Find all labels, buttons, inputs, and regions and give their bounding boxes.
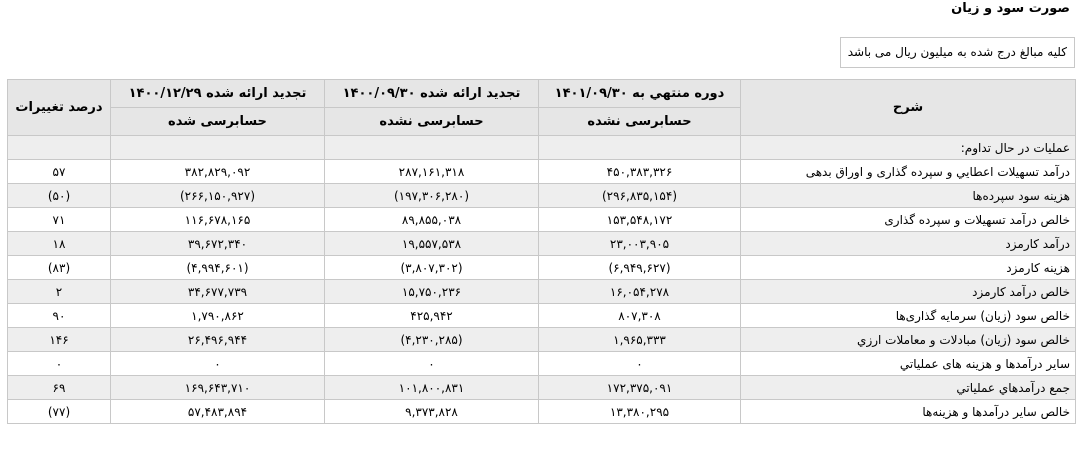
empty-cell <box>539 136 741 160</box>
change-percent: (۷۷) <box>8 400 111 424</box>
row-description: سایر درآمدها و هزینه های عملیاتي <box>741 352 1076 376</box>
value-1400-12-29: ۳۹,۶۷۲,۳۴۰ <box>111 232 325 256</box>
value-1400-09-30: ۱۹,۵۵۷,۵۳۸ <box>325 232 539 256</box>
value-1400-12-29: ۳۴,۶۷۷,۷۳۹ <box>111 280 325 304</box>
row-description: جمع درآمدهاي عملیاتي <box>741 376 1076 400</box>
value-1400-12-29: ۳۸۲,۸۲۹,۰۹۲ <box>111 160 325 184</box>
section-label: عملیات در حال تداوم: <box>741 136 1076 160</box>
value-1400-12-29: ۵۷,۴۸۳,۸۹۴ <box>111 400 325 424</box>
table-row <box>8 400 1076 424</box>
value-1400-12-29: ۰ <box>111 352 325 376</box>
value-1400-09-30: (۱۹۷,۳۰۶,۲۸۰) <box>325 184 539 208</box>
row-description: خالص سود (زیان) مبادلات و معاملات ارزي <box>741 328 1076 352</box>
value-1400-09-30: (۴,۲۳۰,۲۸۵) <box>325 328 539 352</box>
change-percent: (۵۰) <box>8 184 111 208</box>
change-percent: ۰ <box>8 352 111 376</box>
value-1401-09-30: ۴۵۰,۳۸۳,۳۲۶ <box>539 160 741 184</box>
table-row <box>8 232 1076 256</box>
change-percent: ۶۹ <box>8 376 111 400</box>
table-row <box>8 208 1076 232</box>
value-1401-09-30: ۱۵۳,۵۴۸,۱۷۲ <box>539 208 741 232</box>
value-1400-12-29: ۱,۷۹۰,۸۶۲ <box>111 304 325 328</box>
change-percent: ۲ <box>8 280 111 304</box>
value-1401-09-30: (۶,۹۴۹,۶۲۷) <box>539 256 741 280</box>
change-percent: ۵۷ <box>8 160 111 184</box>
value-1400-09-30: ۲۸۷,۱۶۱,۳۱۸ <box>325 160 539 184</box>
header-audit-status-3: حسابرسی شده <box>111 108 325 136</box>
header-row-periods <box>8 80 1076 108</box>
table-row <box>8 256 1076 280</box>
value-1400-09-30: ۱۵,۷۵۰,۲۳۶ <box>325 280 539 304</box>
value-1400-12-29: (۲۶۶,۱۵۰,۹۲۷) <box>111 184 325 208</box>
value-1401-09-30: ۱,۹۶۵,۳۳۳ <box>539 328 741 352</box>
value-1400-09-30: ۰ <box>325 352 539 376</box>
header-period-1401-09-30: دوره منتهي به ۱۴۰۱/۰۹/۳۰ <box>539 80 741 108</box>
value-1400-12-29: (۴,۹۹۴,۶۰۱) <box>111 256 325 280</box>
value-1401-09-30: ۱۳,۳۸۰,۲۹۵ <box>539 400 741 424</box>
value-1400-12-29: ۲۶,۴۹۶,۹۴۴ <box>111 328 325 352</box>
change-percent: ۹۰ <box>8 304 111 328</box>
value-1400-12-29: ۱۱۶,۶۷۸,۱۶۵ <box>111 208 325 232</box>
change-percent: ۷۱ <box>8 208 111 232</box>
empty-cell <box>8 136 111 160</box>
change-percent: (۸۳) <box>8 256 111 280</box>
row-description: خالص درآمد تسهیلات و سپرده گذاری <box>741 208 1076 232</box>
row-description: درآمد کارمزد <box>741 232 1076 256</box>
value-1401-09-30: ۸۰۷,۳۰۸ <box>539 304 741 328</box>
table-row <box>8 304 1076 328</box>
section-row-continuing-operations <box>8 136 1076 160</box>
page-title: صورت سود و زیان <box>951 1 1070 16</box>
value-1401-09-30: (۲۹۶,۸۳۵,۱۵۴) <box>539 184 741 208</box>
value-1401-09-30: ۲۳,۰۰۳,۹۰۵ <box>539 232 741 256</box>
row-description: خالص درآمد کارمزد <box>741 280 1076 304</box>
value-1401-09-30: ۱۶,۰۵۴,۲۷۸ <box>539 280 741 304</box>
row-description: درآمد تسهیلات اعطایي و سپرده گذاری و اوراق بدهی <box>741 160 1076 184</box>
value-1400-09-30: ۸۹,۸۵۵,۰۳۸ <box>325 208 539 232</box>
table-row <box>8 328 1076 352</box>
value-1400-09-30: ۱۰۱,۸۰۰,۸۳۱ <box>325 376 539 400</box>
empty-cell <box>111 136 325 160</box>
value-1401-09-30: ۱۷۲,۳۷۵,۰۹۱ <box>539 376 741 400</box>
income-statement-table <box>7 79 1076 424</box>
table-row <box>8 280 1076 304</box>
value-1400-09-30: (۳,۸۰۷,۳۰۲) <box>325 256 539 280</box>
row-description: هزینه کارمزد <box>741 256 1076 280</box>
table-row <box>8 160 1076 184</box>
change-percent: ۱۴۶ <box>8 328 111 352</box>
change-percent: ۱۸ <box>8 232 111 256</box>
header-audit-status-1: حسابرسی نشده <box>539 108 741 136</box>
value-1400-09-30: ۴۲۵,۹۴۲ <box>325 304 539 328</box>
header-audit-status-2: حسابرسی نشده <box>325 108 539 136</box>
amount-unit-note: کلیه مبالغ درج شده به میلیون ریال می باشد <box>840 37 1075 68</box>
empty-cell <box>325 136 539 160</box>
row-description: هزینه سود سپرده‌ها <box>741 184 1076 208</box>
header-description: شرح <box>741 80 1076 136</box>
table-row <box>8 376 1076 400</box>
table-row <box>8 352 1076 376</box>
row-description: خالص سایر درآمدها و هزینه‌ها <box>741 400 1076 424</box>
value-1401-09-30: ۰ <box>539 352 741 376</box>
header-change-percent: درصد تغییرات <box>8 80 111 136</box>
header-period-1400-12-29: تجدید ارائه شده ۱۴۰۰/۱۲/۲۹ <box>111 80 325 108</box>
row-description: خالص سود (زیان) سرمایه گذاری‌ها <box>741 304 1076 328</box>
value-1400-12-29: ۱۶۹,۶۴۳,۷۱۰ <box>111 376 325 400</box>
table-row <box>8 184 1076 208</box>
header-period-1400-09-30: تجدید ارائه شده ۱۴۰۰/۰۹/۳۰ <box>325 80 539 108</box>
value-1400-09-30: ۹,۳۷۳,۸۲۸ <box>325 400 539 424</box>
